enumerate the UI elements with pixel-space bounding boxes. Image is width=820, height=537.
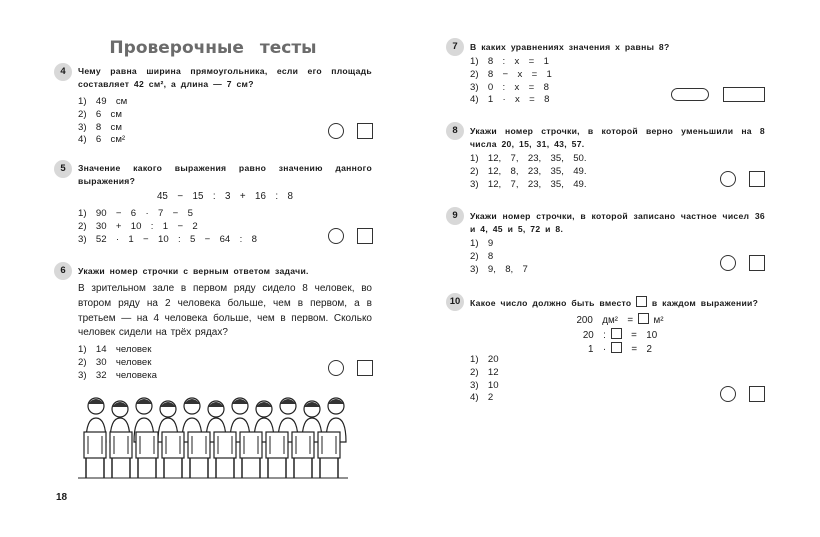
question-10-text-before: Какое число должно быть вместо	[470, 298, 632, 308]
expression-3	[470, 342, 770, 355]
question-number-6: 6	[54, 262, 72, 280]
option: 2) 12, 8, 23, 35, 49.	[470, 165, 587, 177]
answer-box-8[interactable]	[749, 171, 765, 187]
answer-box-7[interactable]	[723, 87, 765, 102]
option: 2) 8	[470, 250, 494, 262]
option: 1) 9	[470, 238, 494, 249]
question-4-options	[78, 96, 127, 147]
chair-back-icon	[292, 432, 314, 458]
answer-box-10[interactable]	[749, 386, 765, 402]
option: 4) 1 · x = 8	[470, 94, 550, 106]
expression-part: 1 ·	[588, 344, 611, 355]
chair-back-icon	[188, 432, 210, 458]
option: 1) 20	[470, 354, 499, 365]
blank-box-icon	[638, 313, 649, 324]
blank-box-icon	[636, 296, 647, 307]
chair-back-icon	[110, 432, 132, 458]
answer-oval-7[interactable]	[671, 88, 709, 101]
option: 3) 10	[470, 379, 499, 391]
option: 2) 30 человек	[78, 356, 152, 368]
answer-circle-6[interactable]	[328, 360, 344, 376]
question-7-text: В каких уравнениях значения х равны 8?	[470, 42, 670, 52]
question-9-options	[470, 238, 528, 276]
question-5-text: Значение какого выражения равно значению данного выражения?	[78, 163, 372, 186]
answer-circle-4[interactable]	[328, 123, 344, 139]
option: 1) 90 − 6 · 7 − 5	[78, 208, 193, 219]
question-10-text-after: в каждом выражении?	[651, 298, 759, 308]
question-number-5: 5	[54, 160, 72, 178]
expression-part: = 10	[621, 330, 658, 341]
question-number-9: 9	[446, 207, 464, 225]
question-6-problem: В зрительном зале в первом ряду сидело 8 человек, во втором ряду на 2 человека больше, чем в первом, а в третьем — на 4 человека больше, чем в первом. Сколько человек сидели на трёх рядах?	[78, 283, 372, 339]
option: 2) 12	[470, 366, 499, 378]
page-title: Проверочные тесты	[109, 38, 317, 58]
chair-back-icon	[240, 432, 262, 458]
question-8-options	[470, 153, 587, 191]
option: 3) 52 · 1 − 10 : 5 − 64 : 8	[78, 233, 257, 245]
expression-part: 200 дм² =	[576, 315, 638, 326]
option: 1) 8 : x = 1	[470, 56, 549, 67]
option: 3) 12, 7, 23, 35, 49.	[470, 178, 587, 190]
option: 2) 6 см	[78, 108, 122, 120]
answer-box-9[interactable]	[749, 255, 765, 271]
option: 1) 49 см	[78, 96, 128, 107]
answer-circle-9[interactable]	[720, 255, 736, 271]
option: 1) 14 человек	[78, 344, 152, 355]
question-10-text	[470, 296, 770, 310]
question-9-text: Укажи номер строчки, в которой записано частное чисел 36 и 4, 45 и 5, 72 и 8.	[470, 211, 765, 234]
answer-circle-8[interactable]	[720, 171, 736, 187]
chair-back-icon	[214, 432, 236, 458]
option: 3) 9, 8, 7	[470, 263, 528, 275]
chair-back-icon	[318, 432, 340, 458]
question-8-text: Укажи номер строчки, в которой верно уменьшили на 8 числа 20, 15, 31, 43, 57.	[470, 126, 765, 149]
option: 4) 2	[470, 392, 494, 404]
option: 3) 32 человека	[78, 369, 157, 381]
question-number-10: 10	[446, 293, 464, 311]
expression-part: м²	[648, 315, 664, 326]
expression-part: = 2	[621, 344, 652, 355]
answer-circle-10[interactable]	[720, 386, 736, 402]
question-7-options	[470, 56, 552, 107]
page-number: 18	[56, 492, 68, 503]
chair-back-icon	[266, 432, 288, 458]
audience-illustration	[78, 392, 348, 482]
option: 3) 0 : x = 8	[470, 81, 549, 93]
expression-part: 20 :	[582, 330, 611, 341]
option: 2) 8 − x = 1	[470, 68, 552, 80]
chair-back-icon	[162, 432, 184, 458]
answer-box-4[interactable]	[357, 123, 373, 139]
chair-back-icon	[136, 432, 158, 458]
question-number-8: 8	[446, 122, 464, 140]
option: 4) 6 см²	[78, 134, 126, 146]
question-4-text: Чему равна ширина прямоугольника, если его площадь составляет 42 см², а длина — 7 см?	[78, 66, 372, 89]
option: 3) 8 см	[78, 121, 122, 133]
blank-box-icon	[611, 342, 622, 353]
answer-circle-5[interactable]	[328, 228, 344, 244]
question-number-4: 4	[54, 63, 72, 81]
question-6-options	[78, 344, 157, 382]
expression-1	[470, 313, 770, 326]
blank-box-icon	[611, 328, 622, 339]
question-5-options	[78, 208, 257, 246]
answer-box-6[interactable]	[357, 360, 373, 376]
option: 2) 30 + 10 : 1 − 2	[78, 220, 198, 232]
chair-back-icon	[84, 432, 106, 458]
question-10-options	[470, 354, 499, 405]
question-6-text: Укажи номер строчки с верным ответом задачи.	[78, 266, 309, 276]
answer-box-5[interactable]	[357, 228, 373, 244]
option: 1) 12, 7, 23, 35, 50.	[470, 153, 587, 164]
question-5-expression: 45 − 15 : 3 + 16 : 8	[156, 191, 294, 202]
expression-2	[470, 328, 770, 341]
question-number-7: 7	[446, 38, 464, 56]
